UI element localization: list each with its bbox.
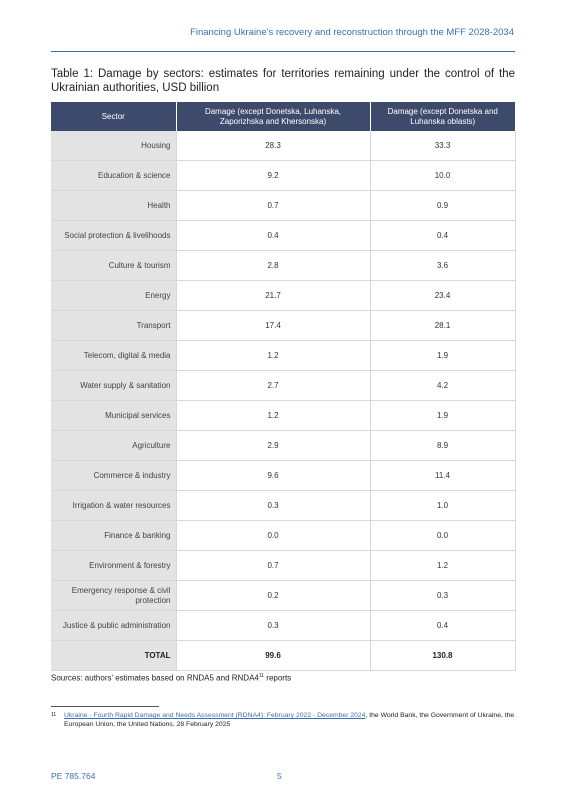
footnote-rule: [51, 706, 159, 707]
footnote-number: 11: [51, 712, 57, 718]
sector-cell: Transport: [51, 311, 176, 341]
table-row: [51, 491, 515, 521]
table-row: [51, 371, 515, 401]
table-row: [51, 401, 515, 431]
page-number: 5: [277, 771, 282, 781]
table-row: [51, 551, 515, 581]
table-row: [51, 611, 515, 641]
damage-value-excl-two: 0.3: [370, 581, 515, 611]
damage-value-excl-two: 4.2: [370, 371, 515, 401]
damage-value-excl-two: 0.0: [370, 521, 515, 551]
damage-value-excl-four: 0.7: [176, 191, 370, 221]
sector-cell: Finance & banking: [51, 521, 176, 551]
sector-cell: Housing: [51, 131, 176, 161]
table-row: [51, 461, 515, 491]
damage-value-excl-two: 1.9: [370, 401, 515, 431]
footnote-rest: , the World Bank, the Government of Ukraine, the European Union, the United Nations, 28 February 2025: [64, 712, 515, 728]
damage-value-excl-two: 1.2: [370, 551, 515, 581]
damage-value-excl-two: 0.4: [370, 221, 515, 251]
damage-value-excl-four: 2.9: [176, 431, 370, 461]
damage-value-excl-four: 1.2: [176, 401, 370, 431]
running-header: Financing Ukraine's recovery and reconstruction through the MFF 2028-2034: [190, 27, 514, 38]
damage-table: [51, 102, 516, 671]
damage-value-excl-two: 28.1: [370, 311, 515, 341]
table-body: [51, 131, 515, 671]
sector-cell: Commerce & industry: [51, 461, 176, 491]
sector-cell: Culture & tourism: [51, 251, 176, 281]
sector-cell: Energy: [51, 281, 176, 311]
damage-value-excl-four: 0.0: [176, 521, 370, 551]
damage-value-excl-four: 0.3: [176, 491, 370, 521]
sector-cell: Emergency response & civil protection: [51, 581, 176, 611]
damage-value-excl-two: 0.9: [370, 191, 515, 221]
sector-cell: Municipal services: [51, 401, 176, 431]
damage-value-excl-four: 21.7: [176, 281, 370, 311]
damage-value-excl-four: 2.7: [176, 371, 370, 401]
damage-value-excl-four: 2.8: [176, 251, 370, 281]
footnote-body: [64, 711, 515, 729]
sector-cell: Education & science: [51, 161, 176, 191]
footnote-link[interactable]: Ukraine - Fourth Rapid Damage and Needs Assessment (RDNA4): February 2022 - December 2024: [64, 712, 366, 719]
sector-cell: Irrigation & water resources: [51, 491, 176, 521]
damage-value-excl-four: 9.6: [176, 461, 370, 491]
table-row: [51, 221, 515, 251]
table-row: [51, 311, 515, 341]
table-row: [51, 251, 515, 281]
footnote-ref[interactable]: 11: [258, 673, 265, 679]
column-header-damage-excl-four: Damage (except Donetska, Luhanska, Zaporizhska and Khersonska): [176, 102, 370, 131]
damage-value-excl-two: 8.9: [370, 431, 515, 461]
sector-cell: Health: [51, 191, 176, 221]
sources-suffix: reports: [264, 673, 292, 683]
damage-value-excl-four: 17.4: [176, 311, 370, 341]
sector-cell: Telecom, digital & media: [51, 341, 176, 371]
table-caption: Table 1: Damage by sectors: estimates for territories remaining under the control of the Ukrainian authorities, USD billion: [51, 68, 515, 94]
column-header-sector: Sector: [51, 102, 176, 131]
table-row: [51, 131, 515, 161]
damage-value-excl-four: 0.4: [176, 221, 370, 251]
damage-value-excl-four: 99.6: [176, 641, 370, 671]
footnote: [51, 711, 515, 729]
table-total-row: [51, 641, 515, 671]
table-row: [51, 581, 515, 611]
damage-value-excl-four: 28.3: [176, 131, 370, 161]
table-row: [51, 281, 515, 311]
sector-cell: Justice & public administration: [51, 611, 176, 641]
sector-cell: Water supply & sanitation: [51, 371, 176, 401]
damage-value-excl-four: 0.7: [176, 551, 370, 581]
damage-value-excl-four: 9.2: [176, 161, 370, 191]
table-row: [51, 161, 515, 191]
table-row: [51, 341, 515, 371]
damage-value-excl-two: 23.4: [370, 281, 515, 311]
sector-cell: Agriculture: [51, 431, 176, 461]
damage-value-excl-two: 130.8: [370, 641, 515, 671]
damage-value-excl-two: 10.0: [370, 161, 515, 191]
table-row: [51, 191, 515, 221]
table-header-row: [51, 102, 515, 131]
damage-value-excl-four: 0.3: [176, 611, 370, 641]
sources-text: Sources: authors' estimates based on RNDA5 and RNDA4: [51, 673, 259, 683]
damage-value-excl-two: 0.4: [370, 611, 515, 641]
damage-value-excl-two: 33.3: [370, 131, 515, 161]
header-rule: [51, 51, 515, 52]
damage-value-excl-four: 0.2: [176, 581, 370, 611]
document-code: PE 785.764: [51, 771, 96, 781]
column-header-damage-excl-two: Damage (except Donetska and Luhanska oblasts): [370, 102, 515, 131]
table-row: [51, 521, 515, 551]
damage-value-excl-four: 1.2: [176, 341, 370, 371]
damage-value-excl-two: 1.9: [370, 341, 515, 371]
sources-note: [51, 673, 291, 683]
table-row: [51, 431, 515, 461]
sector-cell: TOTAL: [51, 641, 176, 671]
sector-cell: Environment & forestry: [51, 551, 176, 581]
sector-cell: Social protection & livelihoods: [51, 221, 176, 251]
damage-value-excl-two: 3.6: [370, 251, 515, 281]
damage-value-excl-two: 1.0: [370, 491, 515, 521]
damage-value-excl-two: 11.4: [370, 461, 515, 491]
